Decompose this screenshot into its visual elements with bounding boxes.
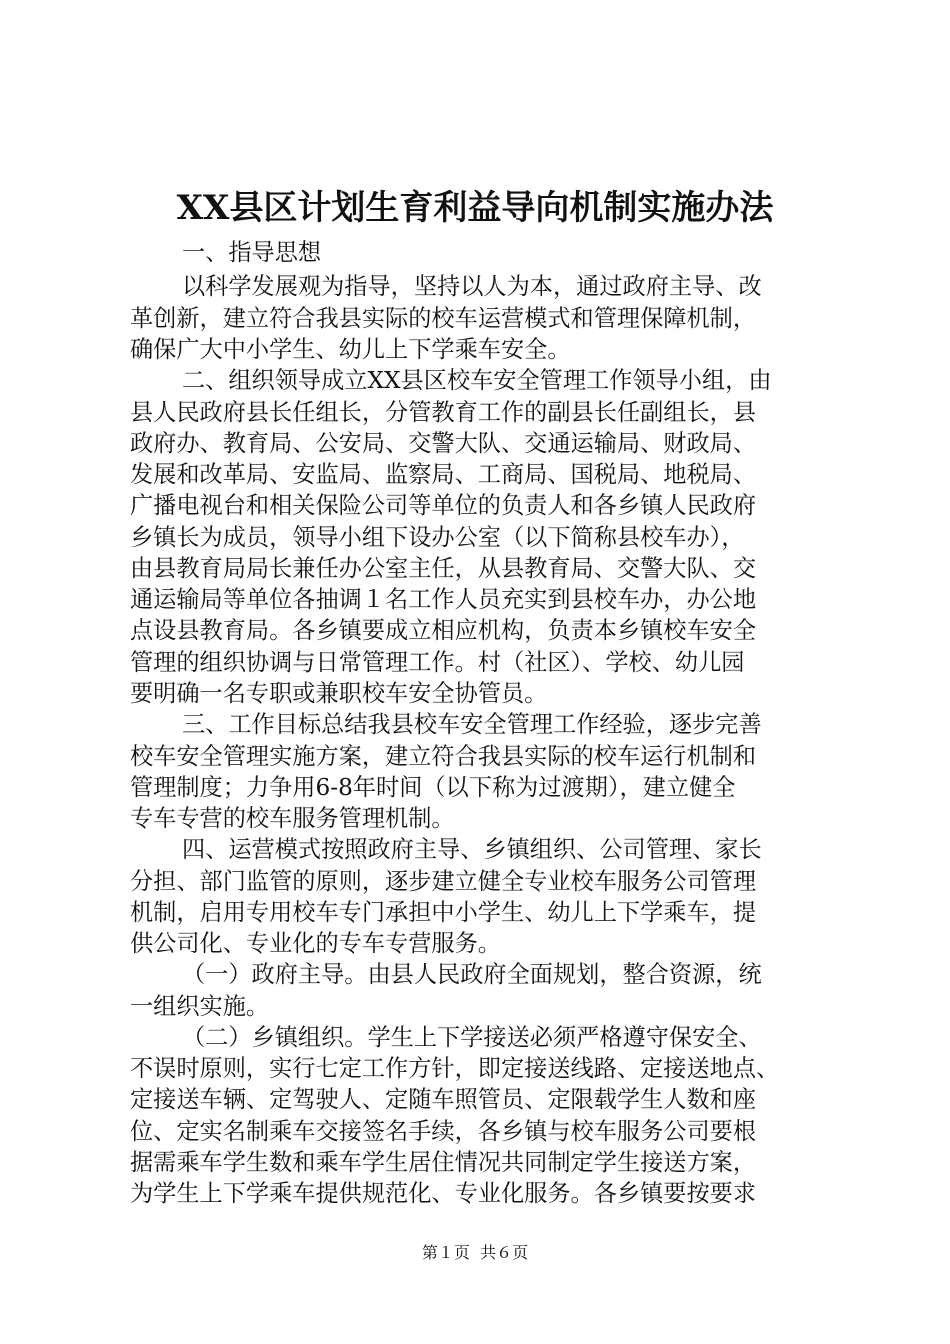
paragraph-line: 点设县教育局。各乡镇要成立相应机构，负责本乡镇校车安全 bbox=[130, 617, 757, 644]
paragraph-line: 校车安全管理实施方案，建立符合我县实际的校车运行机制和 bbox=[130, 743, 757, 770]
paragraph-line: 供公司化、专业化的专车专营服务。 bbox=[130, 930, 501, 957]
paragraph-line: 政府办、教育局、公安局、交警大队、交通运输局、财政局、 bbox=[130, 430, 757, 457]
document-title: XX县区计划生育利益导向机制实施办法 bbox=[176, 188, 774, 228]
paragraph-line: 革创新，建立符合我县实际的校车运营模式和管理保障机制， bbox=[130, 305, 757, 332]
paragraph-line: 为学生上下学乘车提供规范化、专业化服务。各乡镇要按要求 bbox=[130, 1180, 757, 1207]
paragraph-line: 机制，启用专用校车专门承担中小学生、幼儿上下学乘车，提 bbox=[130, 899, 757, 926]
paragraph-line: 据需乘车学生数和乘车学生居住情况共同制定学生接送方案， bbox=[130, 1149, 757, 1176]
page-number-footer: 第１页 共６页 bbox=[421, 1243, 529, 1262]
section-heading: 一、指导思想 bbox=[182, 239, 322, 266]
paragraph-line: 确保广大中小学生、幼儿上下学乘车安全。 bbox=[130, 336, 571, 363]
paragraph-line: 二、组织领导成立XX县区校车安全管理工作领导小组，由 bbox=[182, 367, 772, 394]
paragraph-line: （一）政府主导。由县人民政府全面规划，整合资源，统 bbox=[182, 961, 762, 988]
paragraph-line: 专车专营的校车服务管理机制。 bbox=[130, 805, 455, 832]
paragraph-line: （二）乡镇组织。学生上下学接送必须严格遵守保安全、 bbox=[182, 1024, 762, 1051]
paragraph-line: 要明确一名专职或兼职校车安全协管员。 bbox=[130, 680, 548, 707]
paragraph-line: 三、工作目标总结我县校车安全管理工作经验，逐步完善 bbox=[182, 711, 762, 738]
paragraph-line: 由县教育局局长兼任办公室主任，从县教育局、交警大队、交 bbox=[130, 555, 757, 582]
paragraph-line: 通运输局等单位各抽调１名工作人员充实到县校车办，办公地 bbox=[130, 586, 757, 613]
paragraph-line: 定接送车辆、定驾驶人、定随车照管员、定限载学生人数和座 bbox=[130, 1086, 757, 1113]
paragraph-line: 发展和改革局、安监局、监察局、工商局、国税局、地税局、 bbox=[130, 461, 757, 488]
paragraph-line: 不误时原则，实行七定工作方针，即定接送线路、定接送地点、 bbox=[130, 1055, 780, 1082]
paragraph-line: 分担、部门监管的原则，逐步建立健全专业校车服务公司管理 bbox=[130, 868, 757, 895]
paragraph-line: 县人民政府县长任组长，分管教育工作的副县长任副组长，县 bbox=[130, 399, 757, 426]
paragraph-line: 四、运营模式按照政府主导、乡镇组织、公司管理、家长 bbox=[182, 836, 762, 863]
paragraph-line: 广播电视台和相关保险公司等单位的负责人和各乡镇人民政府 bbox=[130, 492, 757, 519]
paragraph-line: 位、定实名制乘车交接签名手续，各乡镇与校车服务公司要根 bbox=[130, 1118, 757, 1145]
paragraph-line: 乡镇长为成员，领导小组下设办公室（以下简称县校车办）， bbox=[130, 524, 745, 551]
paragraph-line: 管理的组织协调与日常管理工作。村（社区）、学校、幼儿园 bbox=[130, 649, 745, 676]
paragraph-line: 以科学发展观为指导，坚持以人为本，通过政府主导、改 bbox=[182, 273, 762, 300]
paragraph-line: 管理制度；力争用6-8年时间（以下称为过渡期），建立健全 bbox=[130, 774, 736, 801]
paragraph-line: 一组织实施。 bbox=[130, 993, 270, 1020]
